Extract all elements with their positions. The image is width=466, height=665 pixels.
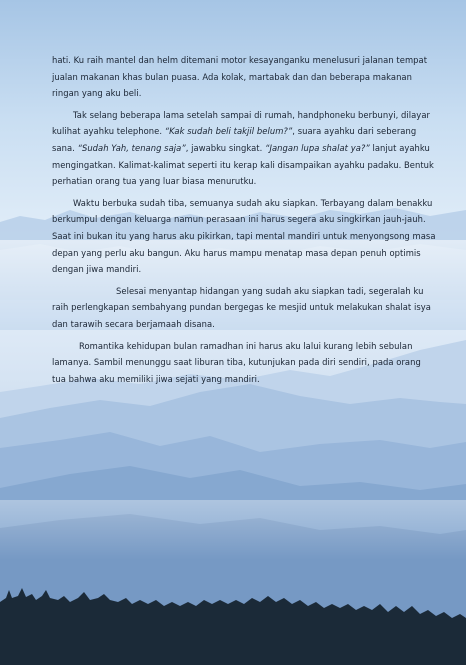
paragraph-3: Waktu berbuka sudah tiba, semuanya sudah aku siapkan. Terbayang dalam benakku berkumpul dengan keluarga namun perasaan ini harus segera aku singkirkan jauh-jauh. Saat ini bukan itu yang harus aku pikirkan, tapi mental mandiri untuk menyongsong masa depan yang perlu aku bangun. Aku harus mampu menatap masa depan penuh optimis dengan jiwa mandiri. [52, 197, 436, 275]
paragraph-2 [52, 107, 436, 190]
quote-reminder: “Jangan lupa shalat ya?” [265, 142, 370, 153]
paragraph-2-text-d: lanjut ayahku mengingatkan. Kalimat-kalimat seperti itu kerap kali disampaikan ayahku padaku. Bentuk perhatian orang tua yang luar biasa menurutku. [52, 142, 434, 187]
paragraph-4: Selesai menyantap hidangan yang sudah aku siapkan tadi, segeralah ku raih perlengkapan sembahyang pundan bergegas ke mesjid untuk melakukan shalat isya dan tarawih secara berjamaah disana. [52, 285, 431, 329]
story-text-block [52, 52, 436, 392]
quote-father-question: “Kak sudah beli takjil belum?” [164, 126, 293, 137]
quote-reply: “Sudah Yah, tenang saja” [77, 142, 186, 153]
paragraph-2-text-a: Tak selang beberapa lama setelah sampai di rumah, handphoneku berbunyi, dilayar kulihat ayahku telephone. [52, 109, 430, 137]
paragraph-2-text-c: , jawabku singkat. [185, 142, 266, 153]
paragraph-2-text-b: , suara ayahku dari seberang sana. [52, 126, 417, 153]
paragraph-1: hati. Ku raih mantel dan helm ditemani motor kesayanganku menelusuri jalanan tempat jualan makanan khas bulan puasa. Ada kolak, martabak dan dan beberapa makanan ringan yang aku beli. [52, 55, 428, 99]
paragraph-5: Romantika kehidupan bulan ramadhan ini harus aku lalui kurang lebih sebulan lamanya. Sambil menunggu saat liburan tiba, kutunjukan pada diri sendiri, pada orang tua bahwa aku memiliki jiwa sejati yang mandiri. [52, 340, 421, 384]
